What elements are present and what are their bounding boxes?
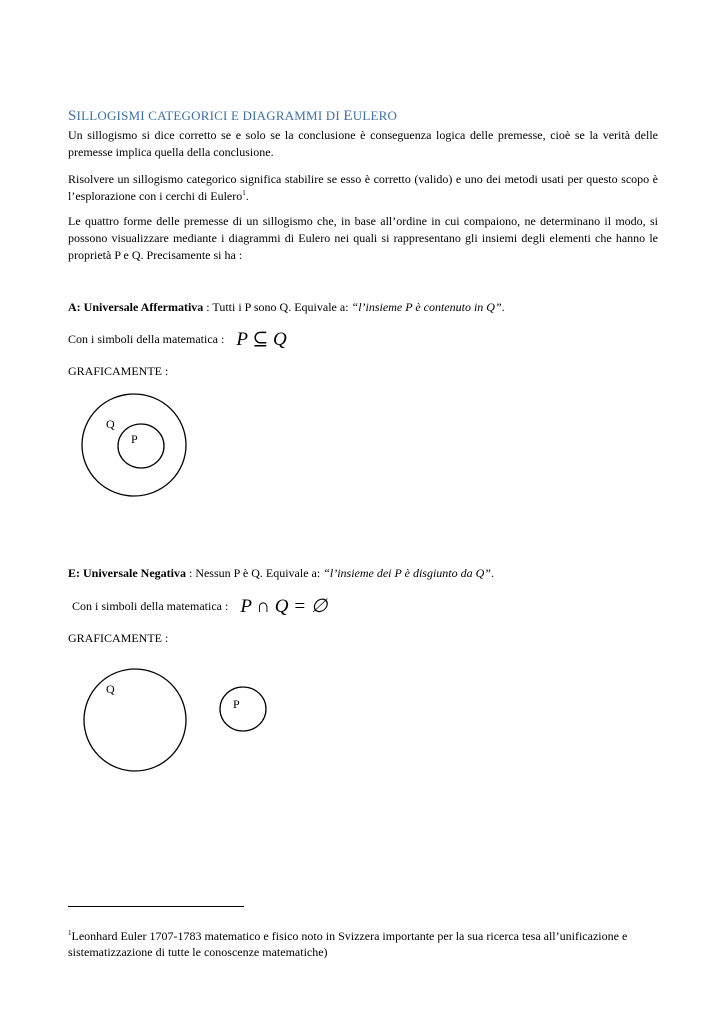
section-e-graphic-label: GRAFICAMENTE :: [68, 631, 169, 645]
intro-paragraph-1: Un sillogismo si dice corretto se e solo se la conclusione è conseguenza logica delle premesse, cioè se la verità delle premesse implica quella della conclusione.: [68, 128, 658, 159]
section-e-heading: E: Universale Negativa : Nessun P è Q. Equivale a: “l’insieme dei P è disgiunto da Q”.: [68, 566, 494, 580]
section-a-heading: A: Universale Affermativa : Tutti i P sono Q. Equivale a: “l’insieme P è contenuto in Q”.: [68, 300, 505, 314]
label-p-e: P: [233, 697, 240, 711]
circle-q-disjoint: [84, 669, 186, 771]
circle-p-disjoint: [220, 687, 266, 731]
intro-paragraph-3: Le quattro forme delle premesse di un sillogismo che, in base all’ordine in cui compaiono, ne determinano il modo, si possono visualizzare mediante i diagrammi di Eulero nei quali si rappresentano gli insiemi degli elementi che hanno le proprietà P e Q. Precisamente si ha :: [68, 214, 658, 262]
formula-subset: P ⊆ Q: [236, 329, 287, 350]
footnote-ref: 1: [242, 189, 246, 197]
label-q-a: Q: [106, 417, 115, 431]
intro-paragraph-2: Risolvere un sillogismo categorico significa stabilire se esso è corretto (valido) e uno dei metodi usati per questo scopo è l’esplorazione con i cerchi di Eulero$^1$.: [68, 172, 658, 203]
footnote: $^1$Leonhard Euler 1707-1783 matematico e fisico noto in Svizzera importante per la sua ricerca tesa all’unificazione e sistematizzazione di tutte le conoscenze matematiche): [68, 929, 628, 959]
label-p-a: P: [131, 432, 138, 446]
formula-disjoint: P ∩ Q = ∅: [240, 596, 328, 617]
circle-p-inner: [118, 424, 164, 468]
footnote-separator: [68, 906, 244, 907]
section-a-graphic-label: GRAFICAMENTE :: [68, 364, 169, 378]
label-q-e: Q: [106, 682, 115, 696]
section-e-symbols: Con i simboli della matematica : P ∩ Q = ∅: [72, 596, 328, 617]
section-a-symbols: Con i simboli della matematica : P ⊆ Q: [68, 329, 287, 350]
page-title: SILLOGISMI CATEGORICI E DIAGRAMMI DI EULERO: [68, 108, 398, 124]
